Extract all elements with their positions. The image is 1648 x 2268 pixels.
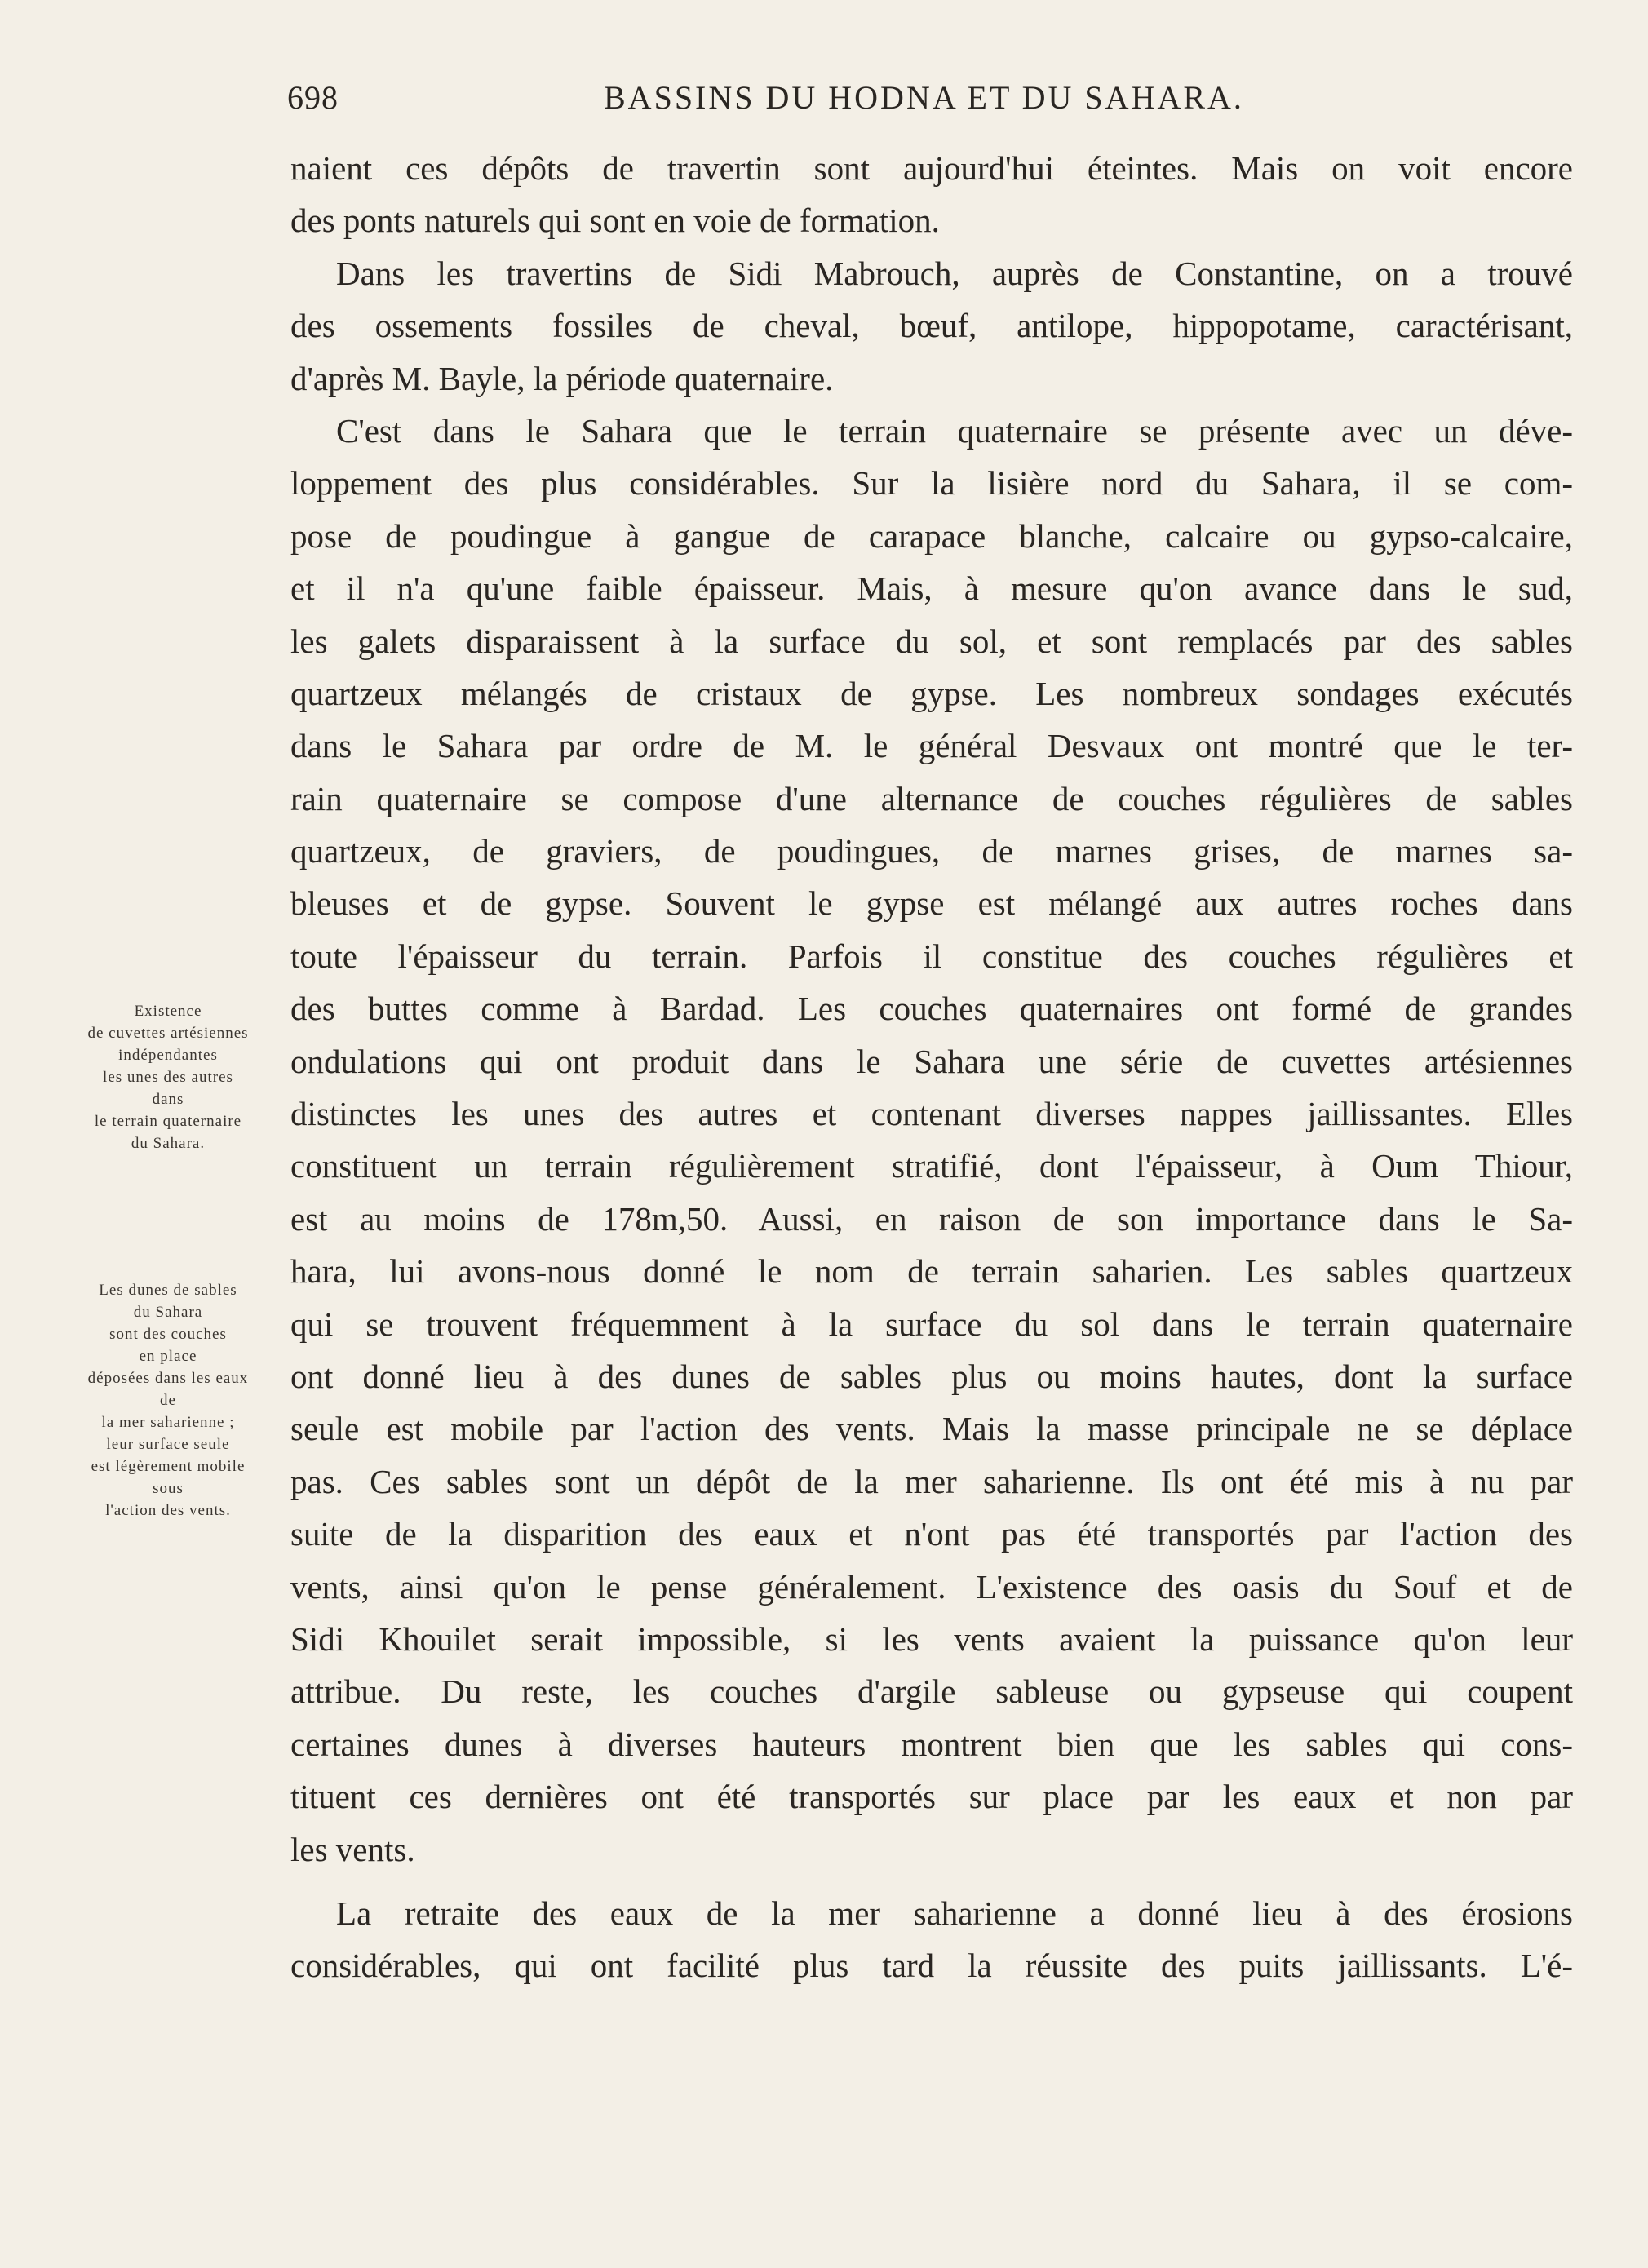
margin-note-line: sous	[153, 1480, 184, 1497]
margin-note-artesian-basins	[46, 1000, 290, 1154]
text-line: vents, ainsi qu'on le pense généralement. L'existence des oasis du Souf et de	[290, 1567, 1573, 1606]
text-line: toute l'épaisseur du terrain. Parfois il constitue des couches régulières et	[290, 937, 1573, 975]
text-line: loppement des plus considérables. Sur la lisière nord du Sahara, il se com-	[290, 464, 1573, 503]
text-line: pose de poudingue à gangue de carapace blanche, calcaire ou gypso-calcaire,	[290, 516, 1573, 555]
text-line: certaines dunes à diverses hauteurs montrent bien que les sables qui cons-	[290, 1725, 1573, 1763]
text-line: ont donné lieu à des dunes de sables plus ou moins hautes, dont la surface	[290, 1357, 1573, 1395]
margin-note-line: l'action des vents.	[105, 1502, 231, 1519]
margin-note-line: déposées dans les eaux	[87, 1370, 249, 1387]
margin-note-line: leur surface seule	[106, 1436, 230, 1453]
text-line: est au moins de 178m,50. Aussi, en raison de son importance dans le Sa-	[290, 1199, 1573, 1238]
text-line: C'est dans le Sahara que le terrain quaternaire se présente avec un déve-	[336, 411, 1573, 450]
margin-note-line: en place	[139, 1348, 197, 1365]
margin-note-line: le terrain quaternaire	[94, 1113, 242, 1130]
text-line: Sidi Khouilet serait impossible, si les vents avaient la puissance qu'on leur	[290, 1619, 1573, 1658]
text-line: constituent un terrain régulièrement stratifié, dont l'épaisseur, à Oum Thiour,	[290, 1147, 1573, 1185]
margin-note-line: est légèrement mobile	[91, 1458, 246, 1475]
text-line: distinctes les unes des autres et contenant diverses nappes jaillissantes. Elles	[290, 1095, 1573, 1133]
text-line: et il n'a qu'une faible épaisseur. Mais, à mesure qu'on avance dans le sud,	[290, 569, 1573, 608]
text-line: bleuses et de gypse. Souvent le gypse est mélangé aux autres roches dans	[290, 884, 1573, 923]
running-title: BASSINS DU HODNA ET DU SAHARA.	[604, 79, 1244, 116]
text-line: dans le Sahara par ordre de M. le général Desvaux ont montré que le ter-	[290, 727, 1573, 765]
margin-note-line: indépendantes	[118, 1047, 218, 1064]
margin-note-line: dans	[152, 1091, 184, 1108]
text-line: qui se trouvent fréquemment à la surface du sol dans le terrain quaternaire	[290, 1305, 1573, 1343]
text-line: seule est mobile par l'action des vents. Mais la masse principale ne se déplace	[290, 1410, 1573, 1448]
margin-note-line: du Sahara.	[131, 1135, 206, 1152]
text-line: attribue. Du reste, les couches d'argile sableuse ou gypseuse qui coupent	[290, 1672, 1573, 1711]
body-text	[290, 142, 1573, 1992]
margin-note-line: les unes des autres	[103, 1069, 233, 1086]
text-line: naient ces dépôts de travertin sont aujourd'hui éteintes. Mais on voit encore	[290, 149, 1573, 187]
margin-note-line: de	[160, 1392, 176, 1409]
text-line: des buttes comme à Bardad. Les couches quaternaires ont formé de grandes	[290, 990, 1573, 1028]
margin-note-line: sont des couches	[109, 1326, 227, 1343]
text-line: rain quaternaire se compose d'une alternance de couches régulières de sables	[290, 779, 1573, 817]
text-line: hara, lui avons-nous donné le nom de terrain saharien. Les sables quartzeux	[290, 1252, 1573, 1291]
text-line: des ossements fossiles de cheval, bœuf, antilope, hippopotame, caractérisant,	[290, 307, 1573, 345]
margin-note-line: la mer saharienne ;	[101, 1414, 235, 1431]
text-line: quartzeux mélangés de cristaux de gypse. Les nombreux sondages exécutés	[290, 674, 1573, 712]
text-line: La retraite des eaux de la mer saharienne a donné lieu à des érosions	[336, 1894, 1573, 1932]
margin-note-line: Existence	[134, 1003, 202, 1020]
page-number: 698	[287, 79, 339, 116]
text-line: les vents.	[290, 1830, 415, 1868]
text-line: suite de la disparition des eaux et n'ont pas été transportés par l'action des	[290, 1515, 1573, 1553]
margin-note-sand-dunes	[46, 1279, 290, 1522]
margin-note-line: du Sahara	[133, 1304, 203, 1321]
text-line: considérables, qui ont facilité plus tard la réussite des puits jaillissants. L'é-	[290, 1947, 1573, 1985]
text-line: des ponts naturels qui sont en voie de formation.	[290, 202, 940, 240]
text-line: d'après M. Bayle, la période quaternaire.	[290, 359, 834, 397]
text-line: ondulations qui ont produit dans le Sahara une série de cuvettes artésiennes	[290, 1042, 1573, 1080]
text-line: tituent ces dernières ont été transportés sur place par les eaux et non par	[290, 1778, 1573, 1816]
text-line: Dans les travertins de Sidi Mabrouch, auprès de Constantine, on a trouvé	[336, 254, 1573, 292]
margin-note-line: Les dunes de sables	[99, 1282, 237, 1299]
text-line: quartzeux, de graviers, de poudingues, de marnes grises, de marnes sa-	[290, 832, 1573, 870]
text-line: les galets disparaissent à la surface du sol, et sont remplacés par des sables	[290, 622, 1573, 660]
margin-note-line: de cuvettes artésiennes	[87, 1025, 249, 1042]
text-line: pas. Ces sables sont un dépôt de la mer saharienne. Ils ont été mis à nu par	[290, 1462, 1573, 1500]
